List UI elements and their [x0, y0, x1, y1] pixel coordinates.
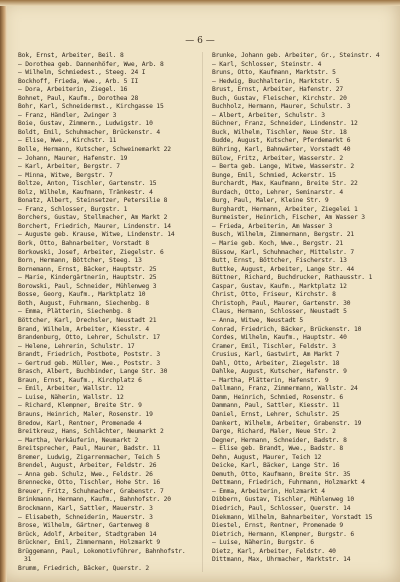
- directory-entry: Büchner, Franz, Schneider, Lindenstr. 12: [212, 120, 358, 128]
- directory-entry: Bolle, Hermann, Kutscher, Schweinemarkt 22: [18, 146, 171, 154]
- directory-entry: Burg, Paul, Maler, Kleine Str. 9: [212, 197, 329, 205]
- directory-entry: Brauns, Heinrich, Maler, Rosenstr. 19: [18, 410, 153, 418]
- directory-entry: Brasch, Albert, Buchbinder, Lange Str. 30: [18, 368, 168, 376]
- directory-entry: Degner, Hermann, Schneider, Badstr. 8: [212, 436, 347, 444]
- directory-entry: Busch, Wilhelm, Zimmermann, Bergstr. 21: [212, 231, 355, 239]
- directory-entry: Born, Hermann, Böttcher, Steeg. 13: [18, 257, 142, 265]
- directory-entry: Bredow, Karl, Rentner, Promenade 4: [18, 419, 142, 427]
- directory-entry: Braun, Ernst, Kaufm., Kirchplatz 6: [18, 376, 142, 384]
- directory-entry: Brückner, Emil, Zimmermann, Holzmarkt 9: [18, 539, 161, 547]
- directory-entry: — Emma, Plätterin, Siechenbg. 8: [18, 308, 131, 316]
- directory-entry: Dahlke, August, Kutscher, Hafenstr. 9: [212, 368, 347, 376]
- directory-entry: Borowski, Paul, Schneider, Mühlenweg 3: [18, 282, 157, 290]
- directory-entry: Dehn, August, Maurer, Teich 12: [212, 453, 322, 461]
- directory-entry: Diedrich, Paul, Schlosser, Querstr. 14: [212, 504, 351, 512]
- directory-entry: Buck, Wilhelm, Tischler, Neue Str. 18: [212, 128, 347, 136]
- directory-entry: Büttner, Richard, Buchdrucker, Rathausstr. 1: [212, 274, 373, 282]
- directory-entry: Bruns, Otto, Kaufmann, Marktstr. 5: [212, 69, 336, 77]
- directory-entry: — Emma, Arbeiterin, Holzmarkt 4: [212, 487, 325, 495]
- directory-entry: Brumm, Friedrich, Bäcker, Querstr. 2: [18, 564, 150, 572]
- directory-entry: Dittmann, Max, Uhrmacher, Marktstr. 14: [212, 556, 351, 564]
- directory-entry: Breitsprecher, Paul, Maurer, Badstr. 11: [18, 445, 161, 453]
- directory-entry: — Frieda, Arbeiterin, Am Wasser 3: [212, 222, 333, 230]
- directory-entry: Butt, Ernst, Böttcher, Fischerstr. 13: [212, 257, 347, 265]
- directory-entry: Brust, Ernst, Arbeiter, Hafenstr. 27: [212, 86, 344, 94]
- directory-entry: — Elise geb. Brandt, Wwe., Badstr. 8: [212, 445, 344, 453]
- directory-entry: — Minna, Witwe, Bergstr. 7: [18, 171, 113, 179]
- directory-entry: — Anna geb. Schulz, Wwe., Feldstr. 26: [18, 470, 153, 478]
- directory-entry: Bunge, Emil, Schmied, Ackerstr. 15: [212, 171, 336, 179]
- directory-entry: Dietz, Karl, Arbeiter, Feldstr. 40: [212, 547, 336, 555]
- directory-entry: Bremer, Ludwig, Zigarrenmacher, Teich 5: [18, 453, 161, 461]
- directory-entry: Bok, Ernst, Arbeiter, Beil. 8: [18, 52, 124, 59]
- directory-entry: — Dorothea geb. Dannenhöfer, Wwe, Arb. 8: [18, 60, 164, 68]
- directory-entry: Christoph, Paul, Maurer, Gartenstr. 30: [212, 299, 351, 307]
- directory-entry: Bork, Otto, Bahnarbeiter, Vorstadt 8: [18, 240, 150, 248]
- directory-entry: — Karl, Schlosser, Steinstr. 4: [212, 60, 322, 68]
- directory-entry: Brinkmann, Hermann, Kaufm., Bahnhofstr. 20: [18, 496, 171, 504]
- directory-entry: — Hedwig, Buchhalterin, Marktstr. 5: [212, 77, 340, 85]
- left-column: [18, 52, 194, 572]
- directory-entry: Brockmann, Karl, Sattler, Mauerstr. 3: [18, 504, 153, 512]
- directory-entry: Borkowski, Josef, Arbeiter, Ziegelstr. 6: [18, 248, 164, 256]
- directory-entry: Dammann, Paul, Sattler, Kiesstr. 11: [212, 402, 340, 410]
- directory-entry: Christ, Otto, Friseur, Kirchstr. 8: [212, 291, 336, 299]
- directory-entry: Bohnet, Paul, Kaufm., Dorothea 28: [18, 94, 139, 102]
- directory-entry: Brüggemann, Paul, Lokomotivführer, Bahnhofstr. 31: [18, 547, 186, 564]
- directory-entry: — Elise, Wwe., Kirchstr. 11: [18, 137, 117, 145]
- directory-entry: Brandt, Friedrich, Postbote, Poststr. 3: [18, 351, 161, 359]
- directory-entry: Burchardt, Max, Kaufmann, Breite Str. 22: [212, 180, 358, 188]
- directory-entry: Daniel, Ernst, Lehrer, Schulstr. 25: [212, 410, 340, 418]
- directory-entry: — Franz, Schlosser, Burgstr. 1: [18, 205, 128, 213]
- directory-entry: — Luise, Näherin, Wallstr. 12: [18, 393, 124, 401]
- directory-entry: Both, August, Fuhrmann, Siechenbg. 8: [18, 299, 150, 307]
- directory-entry: Brendel, August, Arbeiter, Feldstr. 26: [18, 462, 157, 470]
- directory-entry: Cramer, Emil, Tischler, Feldstr. 3: [212, 342, 336, 350]
- directory-entry: Dankert, Wilhelm, Arbeiter, Grabenstr. 19: [212, 419, 362, 427]
- directory-entry: Bühring, Karl, Bahnwärter, Vorstadt 40: [212, 146, 351, 154]
- directory-entry: Conrad, Friedrich, Bäcker, Brückenstr. 10: [212, 325, 362, 333]
- directory-entry: Borchert, Friedrich, Maurer, Lindenstr. 14: [18, 222, 171, 230]
- directory-entry: Bosse, Georg, Kaufm., Marktplatz 10: [18, 291, 146, 299]
- directory-entry: Brand, Wilhelm, Arbeiter, Kiesstr. 4: [18, 325, 150, 333]
- directory-entry: Breuer, Fritz, Schuhmacher, Grabenstr. 7: [18, 487, 164, 495]
- directory-entry: — Luise, Näherin, Burgstr. 6: [212, 539, 314, 547]
- directory-entry: Dallmann, Franz, Zimmermann, Wallstr. 24: [212, 385, 358, 393]
- directory-entry: — Richard, Klempner, Breite Str. 9: [18, 402, 142, 410]
- directory-entry: Dahl, Otto, Arbeiter, Ziegelstr. 18: [212, 359, 340, 367]
- directory-entry: Bolz, Wilhelm, Kaufmann, Tränkestr. 4: [18, 188, 153, 196]
- directory-entry: Demuth, Otto, Kaufmann, Breite Str. 35: [212, 470, 351, 478]
- directory-entry: Caspar, Gustav, Kaufm., Marktplatz 12: [212, 282, 347, 290]
- directory-entry: Burmeister, Heinrich, Fischer, Am Wasser 3: [212, 214, 365, 222]
- directory-entry: — Emil, Arbeiter, Wallstr. 12: [18, 385, 124, 393]
- directory-entry: Brose, Wilhelm, Gärtner, Gartenweg 8: [18, 522, 150, 530]
- directory-entry: Böttcher, Karl, Drechsler, Neustadt 21: [18, 316, 157, 324]
- directory-entry: — Anna, Witwe, Neustadt 5: [212, 316, 304, 324]
- page-binding-edge: [0, 0, 7, 582]
- directory-entry: Budde, August, Kutscher, Pferdemarkt 6: [212, 137, 351, 145]
- directory-entry: — Martha, Plätterin, Hafenstr. 9: [212, 376, 329, 384]
- directory-entry: Buch, Gustav, Fleischer, Kirchstr. 20: [212, 94, 347, 102]
- directory-entry: Boie, Gustav, Zimmerm., Ludwigstr. 10: [18, 120, 153, 128]
- directory-entry: Dettmann, Friedrich, Fuhrmann, Holzmarkt 4: [212, 479, 365, 487]
- directory-entry: Bohr, Karl, Schneidermst., Kirchgasse 15: [18, 103, 164, 111]
- directory-entry: Brandenburg, Otto, Lehrer, Schulstr. 17: [18, 334, 161, 342]
- directory-entry: — Auguste geb. Krause, Witwe, Lindenstr. 14: [18, 231, 175, 239]
- directory-entry: Burdach, Otto, Lehrer, Seminarstr. 4: [212, 188, 344, 196]
- directory-entry: Buttke, August, Arbeiter, Lange Str. 44: [212, 265, 355, 273]
- directory-entry: Büssow, Karl, Schuhmacher, Mittelstr. 7: [212, 248, 355, 256]
- directory-entry: Buchholz, Hermann, Maurer, Schulstr. 3: [212, 103, 351, 111]
- page-number: — 6 —: [185, 36, 215, 46]
- directory-entry: — Karl, Arbeiter, Bergstr. 7: [18, 163, 120, 171]
- directory-entry: Cordes, Wilhelm, Kaufm., Hauptstr. 40: [212, 334, 347, 342]
- directory-entry: Burghardt, Hermann, Arbeiter, Ziegelei 1: [212, 205, 358, 213]
- column-divider: [202, 52, 203, 572]
- directory-entry: Brennecke, Otto, Tischler, Hohe Str. 16: [18, 479, 161, 487]
- directory-entry: — Dora, Arbeiterin, Ziegel. 16: [18, 86, 128, 94]
- directory-entry: Brunke, Johann geb. Arbeiter, Gr., Steinstr. 4: [212, 52, 380, 59]
- directory-entry: Damm, Heinrich, Schmied, Rosenstr. 6: [212, 393, 344, 401]
- directory-entry: — Wilhelm, Schmiedest., Steeg. 24 I: [18, 69, 146, 77]
- directory-entry: Crusius, Karl, Gastwirt, Am Markt 7: [212, 351, 340, 359]
- directory-entry: — Berta geb. Lange, Witwe, Wasserstr. 2: [212, 163, 355, 171]
- directory-entry: Claus, Hermann, Schlosser, Neustadt 5: [212, 308, 347, 316]
- directory-entry: — Gertrud geb. Müller, Wwe., Poststr. 3: [18, 359, 161, 367]
- directory-entry: — Albert, Arbeiter, Schulstr. 3: [212, 111, 325, 119]
- directory-entry: Diekmann, Wilhelm, Bahnarbeiter, Vorstadt 15: [212, 513, 373, 521]
- directory-entry: — Marie geb. Koch, Wwe., Bergstr. 21: [212, 240, 344, 248]
- directory-entry: Dibbern, Gustav, Tischler, Mühlenweg 10: [212, 496, 355, 504]
- directory-entry: — Helene, Lehrerin, Schulstr. 17: [18, 342, 135, 350]
- directory-entry: — Elisabeth, Schneiderin, Mauerstr. 3: [18, 513, 153, 521]
- directory-entry: — Martha, Verkäuferin, Neumarkt 2: [18, 436, 139, 444]
- directory-entry: Deicke, Karl, Bäcker, Lange Str. 16: [212, 462, 340, 470]
- directory-entry: Boltze, Anton, Tischler, Gartenstr. 15: [18, 180, 157, 188]
- directory-entry: — Marie, Kindergärtnerin, Hauptstr. 25: [18, 274, 157, 282]
- page-top-edge: [0, 0, 400, 6]
- directory-entry: — Franz, Händler, Zwinger 3: [18, 111, 117, 119]
- right-column: [212, 52, 388, 572]
- directory-entry: Darge, Richard, Maler, Neue Str. 2: [212, 428, 336, 436]
- directory-entry: Bornemann, Ernst, Bäcker, Hauptstr. 25: [18, 265, 157, 273]
- directory-entry: Breitkreuz, Hans, Schlächter, Neumarkt 2: [18, 428, 164, 436]
- directory-entry: Bülow, Fritz, Arbeiter, Wasserstr. 2: [212, 154, 344, 162]
- directory-entry: Boldt, Emil, Schuhmacher, Brückenstr. 4: [18, 128, 161, 136]
- directory-entry: Bockhoff, Frieda, Wwe., Arb. 5 II: [18, 77, 139, 85]
- directory-entry: Bonatz, Albert, Steinsetzer, Petersilie 8: [18, 197, 168, 205]
- directory-entry: Borchers, Gustav, Stellmacher, Am Markt 2: [18, 214, 168, 222]
- directory-entry: Diestel, Ernst, Rentner, Promenade 9: [212, 522, 344, 530]
- directory-entry: Dietrich, Hermann, Klempner, Burgstr. 6: [212, 530, 355, 538]
- directory-entry: Brück, Adolf, Arbeiter, Stadtgraben 14: [18, 530, 157, 538]
- directory-entry: — Johann, Maurer, Hafenstr. 19: [18, 154, 128, 162]
